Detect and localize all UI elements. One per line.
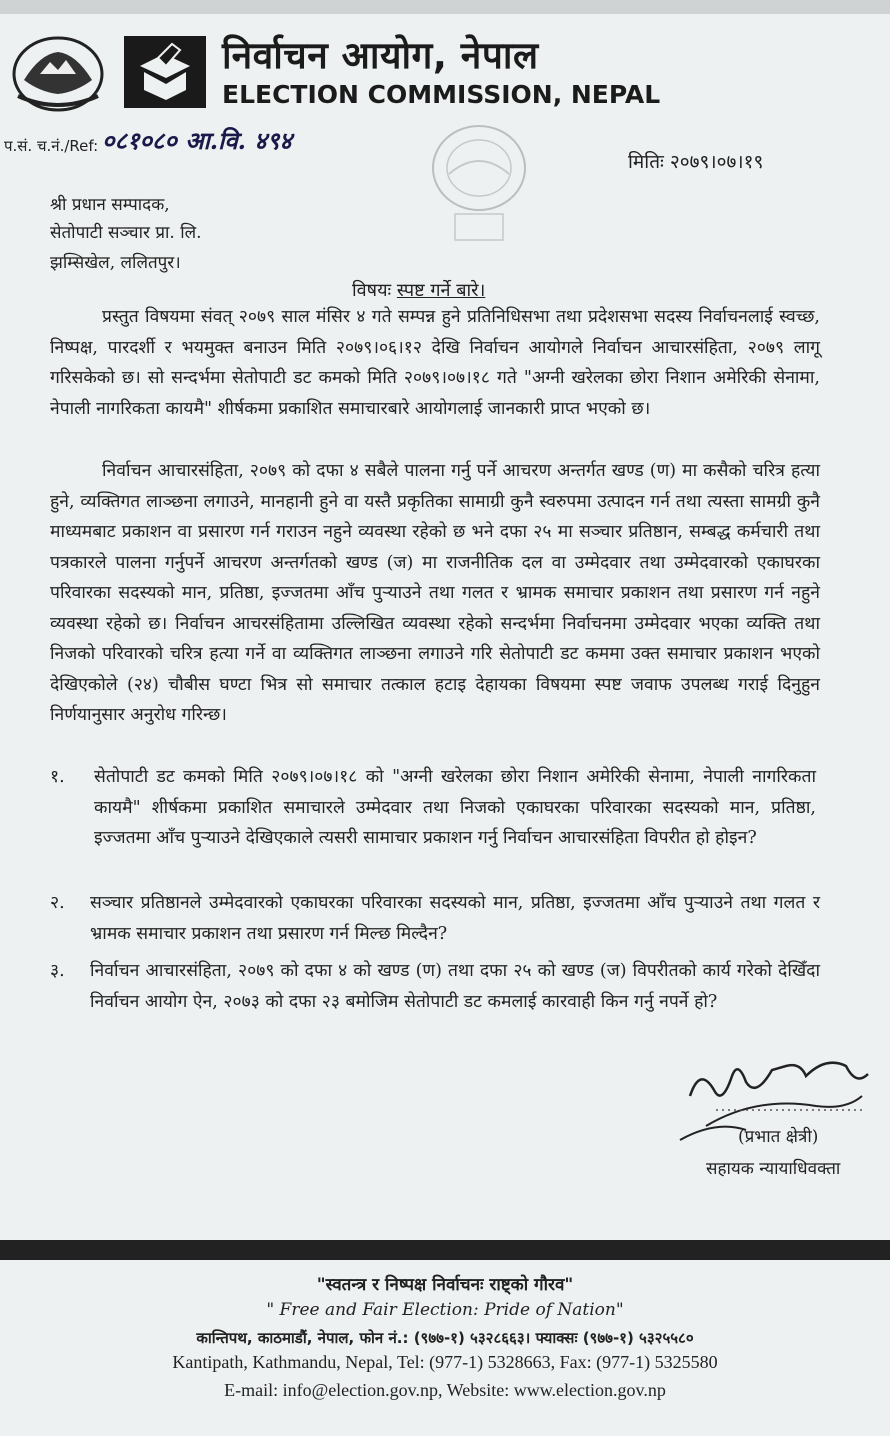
reference-number-handwritten: ०८१०८० आ.वि. ४९४ (102, 126, 292, 155)
commission-title-nepali: निर्वाचन आयोग, नेपाल (222, 34, 539, 77)
subject-label: विषयः (352, 280, 392, 301)
footer-address-english: Kantipath, Kathmandu, Nepal, Tel: (977-1) 5328663, Fax: (977-1) 5325580 (172, 1352, 718, 1372)
page-top-edge (0, 0, 890, 14)
signer-title: सहायक न्यायाधिवक्ता (706, 1159, 841, 1179)
footer-address-nepali: कान्तिपथ, काठमाडौं, नेपाल, फोन नं.: (९७७-१) ५३२८६६३। फ्याक्सः (९७७-१) ५३२५५८० (196, 1329, 694, 1347)
body-paragraph-1: प्रस्तुत विषयमा संवत् २०७९ साल मंसिर ४ गते सम्पन्न हुने प्रतिनिधिसभा तथा प्रदेशसभा सदस्य निर्वाचनलाई स्वच्छ, निष्पक्ष, पारदर्शी र भयमुक्त बनाउन मिति २०७९।०६।१२ देखि निर्वाचन आयोगले निर्वाचन आचारसंहिता, २०७९ लागू गरिसकेको छ। सो सन्दर्भमा सेतोपाटी डट कमको मिति २०७९।०७।१८ गते "अग्नी खरेलका छोरा निशान अमेरिकी सेनामा, नेपाली नागरिकता कायमै" शीर्षकमा प्रकाशित समाचारबारे आयोगलाई जानकारी प्राप्त भएको छ। (50, 307, 820, 419)
reference-label: प.सं. च.नं./Ref: (4, 137, 99, 155)
footer-divider (0, 1240, 890, 1260)
list-item-number: ३. (50, 961, 65, 981)
signer-name: (प्रभात क्षेत्री) (738, 1127, 819, 1147)
list-item-text: निर्वाचन आचारसंहिता, २०७९ को दफा ४ को खण्ड (ण) तथा दफा २५ को खण्ड (ज) विपरीतको कार्य गरेको देखिँदा निर्वाचन आयोग ऐन, २०७३ को दफा २३ बमोजिम सेतोपाटी डट कमलाई कारवाही किन गर्नु नपर्ने हो? (90, 961, 820, 1012)
nepal-emblem-icon (10, 34, 106, 112)
ballot-logo-icon (124, 36, 206, 108)
footer-motto-nepali: "स्वतन्त्र र निष्पक्ष निर्वाचनः राष्ट्को गौरव" (316, 1275, 574, 1295)
subject-text: स्पष्ट गर्ने बारे। (396, 280, 486, 301)
faded-stamp-icon (425, 118, 533, 250)
list-item-number: २. (50, 893, 65, 913)
list-item-text: सञ्चार प्रतिष्ठानले उम्मेदवारको एकाघरका परिवारका सदस्यको मान, प्रतिष्ठा, इज्जतमा आँच पुऱ्याउने तथा गलत र भ्रामक समाचार प्रकाशन तथा प्रसारण गर्न मिल्छ मिल्दैन? (90, 893, 820, 944)
commission-title-english: ELECTION COMMISSION, NEPAL (222, 80, 661, 109)
list-item-text: सेतोपाटी डट कमको मिति २०७९।०७।१८ को "अग्नी खरेलका छोरा निशान अमेरिकी सेनामा, नेपाली नागरिकता कायमै" शीर्षकमा प्रकाशित समाचारले उम्मेदवार तथा निजको एकाघरका परिवारका सदस्यको मान, प्रतिष्ठा, इज्जतमा आँच पुऱ्याउने देखिएकाले त्यसरी सामाचार प्रकाशन गर्नु निर्वाचन आचारसंहिता विपरीत हो होइन? (94, 767, 816, 848)
recipient-line-3: झम्सिखेल, ललितपुर। (50, 253, 181, 273)
letter-date: मितिः २०७९।०७।१९ (628, 151, 764, 173)
recipient-line-2: सेतोपाटी सञ्चार प्रा. लि. (50, 223, 202, 243)
footer-contact: E-mail: info@election.gov.np, Website: www.election.gov.np (224, 1380, 666, 1400)
body-paragraph-2: निर्वाचन आचारसंहिता, २०७९ को दफा ४ सबैले पालना गर्नु पर्ने आचरण अन्तर्गत खण्ड (ण) मा कसैको चरित्र हत्या हुने, व्यक्तिगत लाञ्छना लगाउने, मानहानी हुने वा यस्तै प्रकृतिका सामाग्री कुनै स्वरुपमा उत्पादन गर्न तथा त्यस्ता सामग्री कुनै माध्यमबाट प्रकाशन वा प्रसारण गर्न गराउन नहुने व्यवस्था रहेको छ भने दफा २५ मा सञ्चार प्रतिष्ठान, सम्बद्ध कर्मचारी तथा पत्रकारले पालना गर्नुपर्ने आचरण अन्तर्गतको खण्ड (ज) मा राजनीतिक दल वा उम्मेदवार तथा उम्मेदवारको एकाघरका परिवारका सदस्यको मान, प्रतिष्ठा, इज्जतमा आँच पुऱ्याउने तथा गलत र भ्रामक समाचार प्रकाशन तथा प्रसारण गर्न नहुने व्यवस्था रहेको छ। निर्वाचन आचरसंहितामा उल्लिखित व्यवस्था रहेको सन्दर्भमा निर्वाचनमा उम्मेदवार भएका व्यक्ति तथा निजको परिवारको चरित्र हत्या गर्ने वा व्यक्तिगत लाञ्छना लगाउने गरि सेतोपाटी डट कममा उक्त समाचार प्रकाशन भएको देखिएकोले (२४) चौबीस घण्टा भित्र सो समाचार तत्काल हटाइ देहायका विषयमा स्पष्ट जवाफ उपलब्ध गराई दिनुहुन निर्णयानुसार अनुरोध गरिन्छ। (50, 461, 820, 725)
recipient-line-1: श्री प्रधान सम्पादक, (50, 195, 170, 215)
subject-line (352, 278, 485, 302)
footer-motto-english: " Free and Fair Election: Pride of Nation" (266, 1300, 624, 1320)
list-item-number: १. (50, 767, 65, 787)
